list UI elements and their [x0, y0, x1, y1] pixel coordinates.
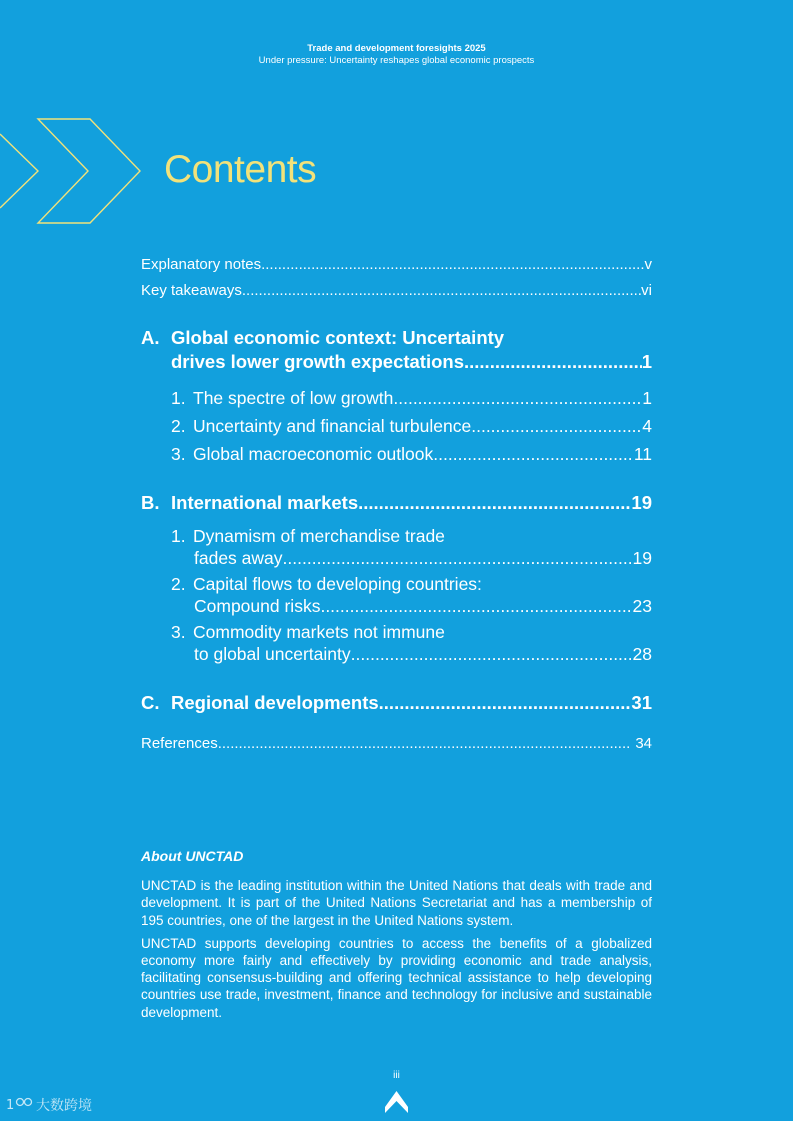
toc-page: 11 — [633, 444, 652, 464]
toc-entry-references[interactable] — [141, 731, 652, 757]
toc-page: 31 — [631, 692, 652, 713]
toc-label: Uncertainty and financial turbulence — [193, 416, 472, 436]
toc-leader — [218, 731, 632, 757]
toc-leader — [379, 691, 632, 715]
toc-page: 1 — [641, 351, 652, 372]
toc-page: 34 — [635, 735, 652, 752]
toc-leader — [358, 491, 631, 515]
toc-leader — [351, 643, 633, 665]
toc-label: Explanatory notes — [141, 256, 262, 273]
toc-entry-key-takeaways[interactable] — [141, 278, 652, 304]
about-paragraph-1: UNCTAD is the leading institution within the United Nations that deals with trade and development. It is part of the United Nations Secretariat and has a membership of 195 countries, one of the largest in the United Nations system. — [141, 878, 652, 928]
toc-label-line1: Commodity markets not immune — [193, 622, 445, 642]
toc-leader — [261, 252, 644, 278]
toc-label: Key takeaways — [141, 282, 242, 299]
about-unctad — [141, 848, 652, 1027]
page-title: Contents — [164, 148, 317, 191]
section-letter: C. — [141, 692, 160, 713]
toc-label: The spectre of low growth — [193, 388, 394, 408]
header-title: Trade and development foresights 2025 — [307, 43, 486, 54]
toc-entry-b2[interactable] — [141, 573, 652, 617]
watermark-text: 大数跨境 — [36, 1097, 92, 1113]
toc-label-line2: fades away — [194, 548, 283, 568]
toc-page: v — [644, 256, 652, 273]
toc-label-line2: Compound risks — [194, 596, 321, 616]
about-paragraph-2: UNCTAD supports developing countries to access the benefits of a globalized economy more fairly and effectively by providing economic and trade analysis, facilitating consensus-building and offering technical assistance to help developing countries use trade, investment, finance and technology for inclusive and sustainable development. — [141, 935, 652, 1020]
up-arrow-icon[interactable] — [384, 1090, 409, 1114]
about-heading: About UNCTAD — [141, 848, 244, 864]
watermark-logo-icon — [6, 1095, 36, 1113]
toc-leader — [393, 384, 642, 412]
toc-leader — [433, 440, 634, 468]
toc-page: vi — [641, 282, 652, 299]
toc-page: 19 — [632, 548, 652, 568]
toc-page: 4 — [642, 416, 652, 436]
toc-entry-b1[interactable] — [141, 525, 652, 569]
toc-entry-b3[interactable] — [141, 621, 652, 665]
svg-text:1: 1 — [6, 1098, 15, 1113]
toc-label: Global macroeconomic outlook — [193, 444, 434, 464]
toc-leader — [242, 278, 641, 304]
toc-section-b[interactable] — [141, 491, 652, 515]
section-title-line2: drives lower growth expectations — [171, 351, 464, 372]
toc-entry-a1[interactable] — [141, 384, 652, 412]
section-title-line1: Global economic context: Uncertainty — [171, 327, 505, 348]
item-number: 2. — [171, 574, 186, 594]
toc-leader — [464, 350, 642, 374]
table-of-contents — [141, 252, 652, 757]
running-header — [0, 43, 793, 67]
watermark — [6, 1095, 92, 1115]
header-subtitle: Under pressure: Uncertainty reshapes global economic prospects — [258, 55, 535, 66]
section-letter: B. — [141, 492, 160, 513]
toc-page: 28 — [632, 644, 652, 664]
section-letter: A. — [141, 327, 160, 348]
toc-label-line2: to global uncertainty — [194, 644, 351, 664]
toc-label-line1: Dynamism of merchandise trade — [193, 526, 445, 546]
toc-section-a[interactable] — [141, 326, 652, 374]
toc-entry-a3[interactable] — [141, 440, 652, 468]
page-number: iii — [393, 1070, 400, 1081]
toc-page: 23 — [632, 596, 652, 616]
toc-leader — [283, 547, 633, 569]
item-number: 2. — [171, 416, 186, 436]
toc-entry-a2[interactable] — [141, 412, 652, 440]
toc-section-c[interactable] — [141, 691, 652, 715]
item-number: 1. — [171, 526, 186, 546]
toc-page: 19 — [631, 492, 652, 513]
toc-leader — [320, 595, 632, 617]
toc-label: References — [141, 735, 218, 752]
toc-page: 1 — [642, 388, 652, 408]
toc-label-line1: Capital flows to developing countries: — [193, 574, 482, 594]
item-number: 1. — [171, 388, 186, 408]
toc-entry-explanatory-notes[interactable] — [141, 252, 652, 278]
section-title: International markets — [171, 492, 359, 513]
chevron-decoration-icon — [0, 114, 150, 229]
item-number: 3. — [171, 444, 186, 464]
item-number: 3. — [171, 622, 186, 642]
toc-leader — [471, 412, 642, 440]
section-title: Regional developments — [171, 692, 379, 713]
